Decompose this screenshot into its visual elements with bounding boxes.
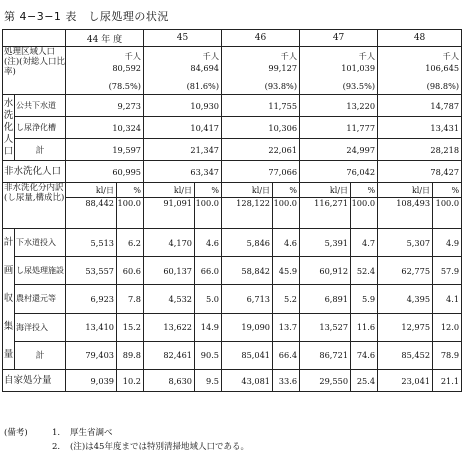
value-cell: 60.6: [117, 257, 144, 285]
flush-sub-label: 公共下水道: [15, 95, 66, 117]
value-cell: 11,755: [222, 95, 300, 117]
nonflush-label: 非水洗化人口: [3, 161, 66, 183]
header-row: [3, 30, 462, 47]
area-pop-cell: 千人 106,645 (98.8%): [378, 47, 462, 95]
area-pop-cell: 千人 101,039 (93.5%): [300, 47, 378, 95]
value-cell: 4,170: [144, 229, 195, 257]
value-cell: 6,923: [66, 285, 117, 313]
area-pop-label: 処理区域人口(注)(対総人口比率): [3, 47, 66, 95]
value-cell: 5,513: [66, 229, 117, 257]
value-cell: 13,622: [144, 313, 195, 341]
value-cell: 10.2: [117, 370, 144, 392]
value-cell: 10,417: [144, 117, 222, 139]
value-cell: 45.9: [273, 257, 300, 285]
value-cell: 4.6: [273, 229, 300, 257]
self-disposal-row: [3, 370, 462, 392]
value-cell: 4.7: [351, 229, 378, 257]
unit-cell: %: [117, 183, 144, 198]
value-cell: 6.2: [117, 229, 144, 257]
flush-sub-label: し尿浄化槽: [15, 117, 66, 139]
value-cell: 62,775: [378, 257, 433, 285]
value-cell: 22,061: [222, 139, 300, 161]
value-cell: 6,713: [222, 285, 273, 313]
value-cell: 60,995: [66, 161, 144, 183]
value-cell: 128,122: [222, 198, 273, 229]
note-text: 厚生省調べ: [70, 428, 113, 438]
value-cell: 100.0: [195, 198, 222, 229]
unit-cell: %: [351, 183, 378, 198]
value-cell: 10,324: [66, 117, 144, 139]
value-cell: 4.9: [433, 229, 462, 257]
collection-label: 計画収集量: [3, 229, 15, 370]
value-cell: 66.4: [273, 341, 300, 369]
unit-cell: kl/日: [300, 183, 351, 198]
flush-total-label: 計: [15, 139, 66, 161]
collection-sub-label: 海洋投入: [15, 313, 66, 341]
value-cell: 74.6: [351, 341, 378, 369]
notes-label: (備考): [4, 428, 28, 438]
value-cell: 5.0: [195, 285, 222, 313]
value-cell: 13.7: [273, 313, 300, 341]
area-pop-row: [3, 47, 462, 95]
value-cell: 57.9: [433, 257, 462, 285]
collection-sub-label: 下水道投入: [15, 229, 66, 257]
value-cell: 25.4: [351, 370, 378, 392]
value-cell: 58,842: [222, 257, 273, 285]
value-cell: 13,220: [300, 95, 378, 117]
value-cell: 15.2: [117, 313, 144, 341]
value-cell: 5,307: [378, 229, 433, 257]
value-cell: 11,777: [300, 117, 378, 139]
value-cell: 52.4: [351, 257, 378, 285]
value-cell: 6,891: [300, 285, 351, 313]
value-cell: 4.1: [433, 285, 462, 313]
value-cell: 21.1: [433, 370, 462, 392]
value-cell: 19,090: [222, 313, 273, 341]
value-cell: 23,041: [378, 370, 433, 392]
value-cell: 10,930: [144, 95, 222, 117]
year-header: 47: [300, 30, 378, 47]
table-title: 第 4−3−1 表 し尿処理の状況: [4, 10, 169, 23]
value-cell: 4,532: [144, 285, 195, 313]
value-cell: 53,557: [66, 257, 117, 285]
value-cell: 60,912: [300, 257, 351, 285]
collection-total-row: [3, 341, 462, 369]
value-cell: 7.8: [117, 285, 144, 313]
value-cell: 116,271: [300, 198, 351, 229]
unit-cell: kl/日: [144, 183, 195, 198]
unit-cell: %: [433, 183, 462, 198]
value-cell: 9,039: [66, 370, 117, 392]
self-disposal-label: 自家処分量: [3, 370, 66, 392]
area-pop-cell: 千人 99,127 (93.8%): [222, 47, 300, 95]
collection-sub-label: し尿処理施設: [15, 257, 66, 285]
flush-row: [3, 95, 462, 117]
year-header: 46: [222, 30, 300, 47]
value-cell: 8,630: [144, 370, 195, 392]
value-cell: 28,218: [378, 139, 462, 161]
value-cell: 19,597: [66, 139, 144, 161]
value-cell: 100.0: [351, 198, 378, 229]
value-cell: 43,081: [222, 370, 273, 392]
value-cell: 77,066: [222, 161, 300, 183]
value-cell: 14.9: [195, 313, 222, 341]
value-cell: 82,461: [144, 341, 195, 369]
value-cell: 78.9: [433, 341, 462, 369]
value-cell: 4,395: [378, 285, 433, 313]
unit-cell: kl/日: [66, 183, 117, 198]
value-cell: 5,391: [300, 229, 351, 257]
value-cell: 29,550: [300, 370, 351, 392]
year-header: 48: [378, 30, 462, 47]
value-cell: 5.9: [351, 285, 378, 313]
unit-cell: kl/日: [378, 183, 433, 198]
value-cell: 76,042: [300, 161, 378, 183]
flush-total-row: [3, 139, 462, 161]
value-cell: 9,273: [66, 95, 144, 117]
value-cell: 60,137: [144, 257, 195, 285]
breakdown-label: 非水洗化分内訳(し尿量,構成比): [3, 183, 66, 229]
corner-cell: [3, 30, 66, 47]
area-pop-cell: 千人 80,592 (78.5%): [66, 47, 144, 95]
value-cell: 13,410: [66, 313, 117, 341]
value-cell: 63,347: [144, 161, 222, 183]
value-cell: 88,442: [66, 198, 117, 229]
breakdown-total-row: [3, 198, 462, 229]
breakdown-unit-row: [3, 183, 462, 198]
note-number: 1.: [52, 428, 61, 438]
value-cell: 13,527: [300, 313, 351, 341]
collection-row: [3, 285, 462, 313]
year-header: 45: [144, 30, 222, 47]
value-cell: 79,403: [66, 341, 117, 369]
year-header: 44 年 度: [66, 30, 144, 47]
value-cell: 108,493: [378, 198, 433, 229]
value-cell: 86,721: [300, 341, 351, 369]
note-item: [4, 426, 249, 440]
note-number: 2.: [52, 442, 61, 452]
value-cell: 100.0: [273, 198, 300, 229]
area-pop-cell: 千人 84,694 (81.6%): [144, 47, 222, 95]
value-cell: 12.0: [433, 313, 462, 341]
value-cell: 14,787: [378, 95, 462, 117]
value-cell: 11.6: [351, 313, 378, 341]
collection-sub-label: 農村還元等: [15, 285, 66, 313]
value-cell: 12,975: [378, 313, 433, 341]
unit-cell: kl/日: [222, 183, 273, 198]
value-cell: 89.8: [117, 341, 144, 369]
value-cell: 5.2: [273, 285, 300, 313]
note-text: (注)は45年度までは特別清掃地域人口である。: [70, 442, 249, 452]
value-cell: 90.5: [195, 341, 222, 369]
collection-total-label: 計: [15, 341, 66, 369]
flush-label: 水洗化人口: [3, 95, 15, 161]
value-cell: 4.6: [195, 229, 222, 257]
value-cell: 91,091: [144, 198, 195, 229]
collection-row: [3, 313, 462, 341]
nonflush-row: [3, 161, 462, 183]
flush-row: [3, 117, 462, 139]
value-cell: 33.6: [273, 370, 300, 392]
value-cell: 9.5: [195, 370, 222, 392]
value-cell: 66.0: [195, 257, 222, 285]
collection-row: [3, 229, 462, 257]
value-cell: 100.0: [433, 198, 462, 229]
value-cell: 100.0: [117, 198, 144, 229]
value-cell: 85,041: [222, 341, 273, 369]
collection-row: [3, 257, 462, 285]
value-cell: 13,431: [378, 117, 462, 139]
sewage-treatment-table: [2, 29, 462, 392]
note-item: [4, 440, 249, 454]
value-cell: 78,427: [378, 161, 462, 183]
value-cell: 24,997: [300, 139, 378, 161]
notes: [4, 426, 249, 454]
value-cell: 21,347: [144, 139, 222, 161]
value-cell: 85,452: [378, 341, 433, 369]
value-cell: 5,846: [222, 229, 273, 257]
unit-cell: %: [273, 183, 300, 198]
unit-cell: %: [195, 183, 222, 198]
value-cell: 10,306: [222, 117, 300, 139]
